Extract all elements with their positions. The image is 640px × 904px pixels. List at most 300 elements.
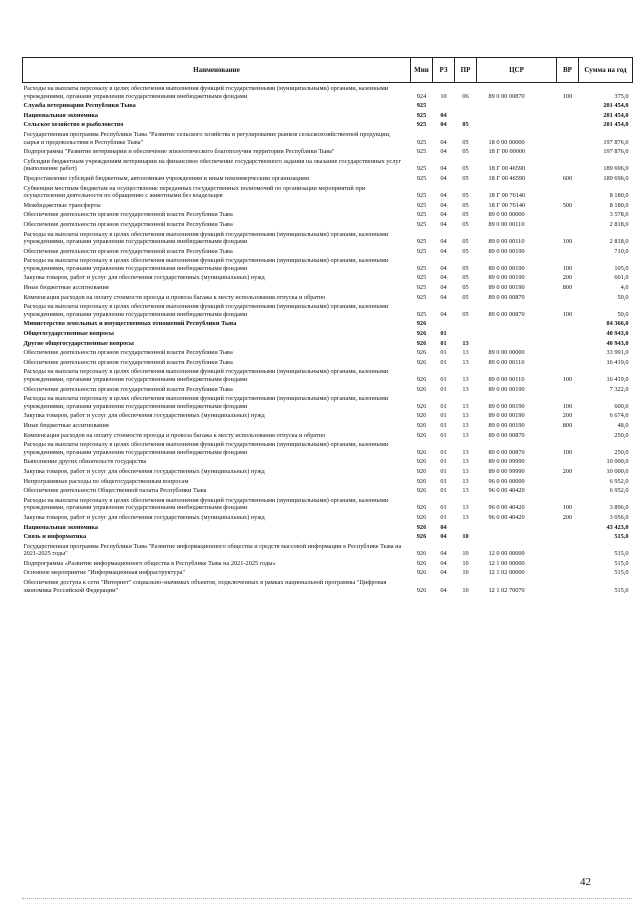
- row-vr: [557, 577, 579, 594]
- row-sum: 710,0: [614, 247, 629, 255]
- row-min: 925: [416, 165, 427, 173]
- row-sum: 601,0: [614, 274, 629, 282]
- page-number: 42: [580, 876, 591, 888]
- row-pr: 05: [462, 274, 469, 282]
- row-vr: [557, 531, 579, 541]
- row-csr: 89 0 00 99990: [488, 467, 525, 475]
- row-name: Основное мероприятие "Информационная инфраструктура": [23, 569, 185, 577]
- row-name: Расходы на выплаты персоналу в целях обеспечения выполнения функций государственными (муниципальными) органами, казенными учреждениями, органами управления государственными внебюджетными фондами: [23, 85, 389, 100]
- row-sum: 375,0: [614, 92, 629, 100]
- row-vr: [557, 209, 579, 219]
- row-csr: [477, 318, 557, 328]
- row-vr: 100: [562, 504, 573, 512]
- row-rz: 01: [440, 477, 447, 485]
- row-rz: 04: [440, 586, 447, 594]
- table-row: [23, 522, 633, 532]
- row-sum: 10 000,0: [606, 458, 629, 466]
- row-name: Обеспечение деятельности органов государственной власти Республики Тыва: [23, 358, 233, 366]
- row-name: Расходы на выплаты персоналу в целях обеспечения выполнения функций государственными (муниципальными) органами, казенными учреждениями, органами управления государственными внебюджетными фондами: [23, 303, 389, 318]
- row-rz: 04: [440, 293, 447, 301]
- row-rz: [433, 318, 455, 328]
- row-min: 925: [416, 274, 427, 282]
- row-pr: 10: [462, 559, 469, 567]
- row-min: 925: [416, 238, 427, 246]
- row-csr: 89 0 00 99990: [488, 458, 525, 466]
- row-vr: [557, 146, 579, 156]
- table-header: [23, 58, 633, 83]
- row-sum: 3 578,0: [609, 211, 629, 219]
- row-rz: 04: [440, 523, 447, 531]
- row-rz: 04: [440, 165, 447, 173]
- row-name: Компенсация расходов на оплату стоимости проезда и провоза багажа к месту использования отпуска и обратно: [23, 293, 326, 301]
- row-name: Сельское хозяйство и рыболовство: [23, 121, 124, 129]
- row-name: Обеспечение деятельности органов государственной власти Республики Тыва: [23, 349, 233, 357]
- row-vr: [557, 328, 579, 338]
- row-pr: 13: [462, 402, 469, 410]
- table-row: [23, 183, 633, 200]
- row-vr: [557, 318, 579, 328]
- row-sum: 40 943,0: [606, 339, 629, 347]
- row-vr: 100: [562, 310, 573, 318]
- row-sum: 16 419,0: [606, 358, 629, 366]
- table-row: [23, 347, 633, 357]
- row-pr: 10: [462, 586, 469, 594]
- row-csr: 89 0 00 00870: [488, 431, 525, 439]
- row-name: Межбюджетные трансферты: [23, 201, 101, 209]
- row-name: Закупка товаров, работ и услуг для обеспечения государственных (муниципальных) нужд: [23, 274, 265, 282]
- row-csr: [477, 338, 557, 348]
- row-csr: [477, 100, 557, 110]
- row-name: Министерство земельных и имущественных отношений Республики Тыва: [23, 320, 237, 328]
- table-row: [23, 146, 633, 156]
- row-min: 926: [416, 586, 427, 594]
- row-pr: 13: [462, 458, 469, 466]
- row-name: Обеспечение деятельности органов государственной власти Республики Тыва: [23, 385, 233, 393]
- table-row: [23, 246, 633, 256]
- row-rz: 04: [440, 533, 447, 541]
- row-vr: [557, 129, 579, 146]
- table-row: [23, 255, 633, 272]
- row-name: Связь и информатика: [23, 533, 87, 541]
- row-sum: 515,0: [614, 533, 629, 541]
- row-sum: 201 454,0: [603, 111, 629, 119]
- row-sum: 6 952,0: [609, 477, 629, 485]
- row-csr: 18 Г 00 76140: [488, 192, 526, 200]
- row-min: 926: [416, 569, 427, 577]
- page-edge-divider: [22, 898, 632, 899]
- row-csr: 89 0 00 00110: [488, 376, 525, 383]
- row-pr: 13: [462, 431, 469, 439]
- table-row: [23, 219, 633, 229]
- row-min: 926: [416, 477, 427, 485]
- row-rz: 01: [440, 513, 447, 521]
- row-sum: 7 322,0: [609, 385, 629, 393]
- row-pr: 05: [462, 174, 469, 182]
- row-pr: 13: [462, 487, 469, 495]
- row-sum: 515,0: [614, 550, 629, 558]
- header-csr: ЦСР: [477, 58, 557, 83]
- row-name: Расходы на выплаты персоналу в целях обеспечения выполнения функций государственными (муниципальными) органами, казенными учреждениями, органами управления государственными внебюджетными фондами: [23, 395, 389, 410]
- row-vr: 100: [562, 376, 573, 383]
- row-pr: 05: [462, 220, 469, 228]
- table-row: [23, 272, 633, 282]
- row-sum: 43 423,0: [606, 523, 629, 531]
- row-csr: 89 0 00 00190: [488, 421, 525, 429]
- row-csr: 89 0 00 00870: [488, 92, 525, 100]
- row-name: Закупка товаров, работ и услуг для обеспечения государственных (муниципальных) нужд: [23, 467, 265, 475]
- table-row: [23, 393, 633, 410]
- row-min: 925: [416, 138, 427, 146]
- row-pr: 13: [462, 421, 469, 429]
- table-row: [23, 282, 633, 292]
- row-rz: 01: [440, 358, 447, 366]
- row-vr: [557, 485, 579, 495]
- row-rz: 01: [440, 402, 447, 410]
- row-name: Подпрограмма "Развитие ветеринарии и обеспечение эпизоотического благополучия территории Республики Тыва": [23, 148, 335, 156]
- row-vr: 200: [562, 467, 573, 475]
- row-vr: [557, 100, 579, 110]
- table-row: [23, 420, 633, 430]
- row-rz: 04: [440, 264, 447, 272]
- row-pr: 13: [462, 467, 469, 475]
- row-sum: 2 818,0: [609, 220, 629, 228]
- row-csr: 89 0 00 00110: [488, 358, 525, 366]
- row-sum: 201 454,0: [603, 102, 629, 110]
- row-csr: 96 0 00 40420: [488, 487, 525, 495]
- row-csr: 89 0 00 00000: [488, 349, 525, 357]
- row-vr: [557, 110, 579, 120]
- table-row: [23, 466, 633, 476]
- row-vr: 200: [562, 412, 573, 420]
- row-vr: [557, 183, 579, 200]
- row-min: 925: [416, 293, 427, 301]
- row-name: Закупка товаров, работ и услуг для обеспечения государственных (муниципальных) нужд: [23, 513, 265, 521]
- table-row: [23, 512, 633, 522]
- row-csr: 89 0 00 00190: [488, 284, 525, 292]
- row-sum: 50,0: [617, 310, 629, 318]
- row-pr: 05: [462, 247, 469, 255]
- table-row: [23, 485, 633, 495]
- row-min: 925: [416, 102, 427, 110]
- row-name: Расходы на выплаты персоналу в целях обеспечения выполнения функций государственными (муниципальными) органами, казенными учреждениями, органами управления государственными внебюджетными фондами: [23, 257, 389, 272]
- row-name: Предоставление субсидий бюджетным, автономным учреждениям и иным некоммерческим организациям: [23, 174, 309, 182]
- row-sum: 50,0: [617, 293, 629, 301]
- table-row: [23, 430, 633, 440]
- row-rz: 04: [440, 201, 447, 209]
- table-row: [23, 531, 633, 541]
- table-row: [23, 119, 633, 129]
- row-pr: 05: [462, 192, 469, 200]
- row-name: Непрограммные расходы по общегосударственным вопросам: [23, 477, 189, 485]
- table-row: [23, 338, 633, 348]
- row-pr: 13: [462, 513, 469, 521]
- row-vr: [557, 558, 579, 568]
- row-rz: 04: [440, 247, 447, 255]
- row-pr: 13: [462, 358, 469, 366]
- row-vr: [557, 338, 579, 348]
- table-row: [23, 318, 633, 328]
- row-min: 925: [416, 111, 427, 119]
- table-row: [23, 100, 633, 110]
- row-pr: 05: [462, 238, 469, 246]
- row-pr: 05: [462, 148, 469, 156]
- row-csr: 18 Г 00 46590: [488, 165, 526, 173]
- row-name: Компенсация расходов на оплату стоимости проезда и провоза багажа к месту использования отпуска и обратно: [23, 431, 326, 439]
- row-name: Обеспечение деятельности Общественной палаты Республики Тыва: [23, 487, 207, 495]
- row-pr: [455, 100, 477, 110]
- row-sum: 515,0: [614, 569, 629, 577]
- row-pr: 05: [462, 138, 469, 146]
- row-rz: 10: [440, 92, 447, 100]
- row-csr: 18 0 00 00000: [488, 138, 525, 146]
- row-rz: 04: [440, 192, 447, 200]
- row-min: 925: [416, 264, 427, 272]
- row-vr: 100: [562, 402, 573, 410]
- row-rz: 01: [440, 467, 447, 475]
- table-row: [23, 577, 633, 594]
- row-min: 926: [416, 330, 427, 338]
- row-pr: 13: [462, 349, 469, 357]
- table-row: [23, 229, 633, 246]
- row-pr: 10: [462, 533, 469, 541]
- row-name: Выполнение других обязательств государства: [23, 458, 147, 466]
- row-min: 926: [416, 533, 427, 541]
- table-row: [23, 456, 633, 466]
- header-rz: РЗ: [433, 58, 455, 83]
- row-csr: 96 0 00 40420: [488, 513, 525, 521]
- table-row: [23, 328, 633, 338]
- row-sum: 600,0: [614, 402, 629, 410]
- row-vr: [557, 567, 579, 577]
- row-sum: 250,0: [614, 431, 629, 439]
- row-min: 926: [416, 349, 427, 357]
- row-min: 926: [416, 421, 427, 429]
- row-min: 926: [416, 376, 427, 383]
- row-rz: 01: [440, 421, 447, 429]
- row-rz: 01: [440, 431, 447, 439]
- row-pr: 10: [462, 550, 469, 558]
- table-row: [23, 292, 633, 302]
- row-rz: 01: [440, 458, 447, 466]
- row-csr: [477, 522, 557, 532]
- row-name: Другие общегосударственные вопросы: [23, 339, 134, 347]
- row-name: Субсидии бюджетным учреждениям ветеринарии на финансовое обеспечение государственного задания на оказание государственных услуг (выполнение работ): [23, 157, 402, 173]
- row-pr: [455, 318, 477, 328]
- row-min: 926: [416, 504, 427, 512]
- table-row: [23, 129, 633, 146]
- row-name: Государственная программа Республики Тыва "Развитие сельского хозяйства и регулирование рынков сельскохозяйственной продукции, сырья и продовольствия в Республике Тыва": [23, 130, 391, 146]
- row-min: 926: [416, 523, 427, 531]
- row-pr: 06: [462, 92, 469, 100]
- row-vr: [557, 246, 579, 256]
- row-pr: 13: [462, 504, 469, 512]
- row-vr: 100: [562, 238, 573, 246]
- row-csr: 89 0 00 00190: [488, 264, 525, 272]
- table-row: [23, 301, 633, 318]
- row-sum: 515,0: [614, 586, 629, 594]
- budget-table: [22, 57, 633, 594]
- row-rz: 04: [440, 310, 447, 318]
- row-sum: 201 454,0: [603, 121, 629, 129]
- row-sum: 3 056,0: [609, 513, 629, 521]
- table-row: [23, 209, 633, 219]
- row-name: Обеспечение деятельности органов государственной власти Республики Тыва: [23, 211, 233, 219]
- row-name: Расходы на выплаты персоналу в целях обеспечения выполнения функций государственными (муниципальными) органами, казенными учреждениями, органами управления государственными внебюджетными фондами: [23, 496, 389, 512]
- row-name: Служба ветеринарии Республики Тыва: [23, 102, 136, 110]
- row-min: 924: [416, 92, 427, 100]
- row-sum: 8 180,0: [609, 192, 629, 200]
- row-csr: [477, 328, 557, 338]
- row-min: 925: [416, 247, 427, 255]
- row-sum: 197 876,0: [603, 148, 629, 156]
- row-sum: 84 366,0: [606, 320, 629, 328]
- table-row: [23, 567, 633, 577]
- row-csr: 89 0 00 00870: [488, 310, 525, 318]
- row-csr: 96 0 00 00000: [488, 477, 525, 485]
- row-vr: [557, 156, 579, 173]
- row-vr: [557, 430, 579, 440]
- budget-sheet: [22, 57, 632, 594]
- row-name: Иные бюджетные ассигнования: [23, 421, 109, 429]
- row-min: 925: [416, 121, 427, 129]
- row-csr: 18 Г 00 76140: [488, 201, 526, 209]
- row-rz: 01: [440, 448, 447, 456]
- row-name: Расходы на выплаты персоналу в целях обеспечения выполнения функций государственными (муниципальными) органами, казенными учреждениями, органами управления государственными внебюджетными фондами: [23, 230, 389, 246]
- row-sum: 515,0: [614, 559, 629, 567]
- row-pr: 05: [462, 264, 469, 272]
- row-vr: 100: [562, 92, 573, 100]
- row-vr: [557, 219, 579, 229]
- row-csr: 89 0 00 00000: [488, 211, 525, 219]
- row-pr: [455, 522, 477, 532]
- row-rz: 04: [440, 559, 447, 567]
- row-name: Национальная экономика: [23, 523, 99, 531]
- row-csr: 89 0 00 00110: [488, 220, 525, 228]
- row-pr: 13: [462, 385, 469, 393]
- row-name: Государственная программа Республики Тыва "Развитие информационного общества и средств массовой информации в Республике Тыва на 2021-2025 годы": [23, 542, 402, 558]
- row-min: 926: [416, 402, 427, 410]
- row-rz: 04: [440, 111, 447, 119]
- table-row: [23, 476, 633, 486]
- row-csr: 96 0 00 40420: [488, 504, 525, 512]
- row-rz: [433, 100, 455, 110]
- row-name: Субвенции местным бюджетам на осуществление переданных государственных полномочий по организации мероприятий при осуществлении деятельности по обращению с животными без владельцев: [23, 184, 366, 200]
- row-vr: 800: [562, 284, 573, 292]
- row-min: 926: [416, 487, 427, 495]
- row-csr: [477, 110, 557, 120]
- row-min: 925: [416, 192, 427, 200]
- row-rz: 01: [440, 412, 447, 420]
- row-csr: 89 0 00 00870: [488, 448, 525, 456]
- row-min: 926: [416, 431, 427, 439]
- row-sum: 3 896,0: [609, 504, 629, 512]
- row-name: Обеспечение деятельности органов государственной власти Республики Тыва: [23, 220, 233, 228]
- row-rz: 04: [440, 274, 447, 282]
- row-vr: 600: [562, 174, 573, 182]
- table-row: [23, 83, 633, 101]
- row-sum: 40 943,0: [606, 330, 629, 338]
- table-row: [23, 384, 633, 394]
- row-min: 925: [416, 284, 427, 292]
- header-sum: Сумма на год: [579, 58, 633, 83]
- row-min: 926: [416, 513, 427, 521]
- row-min: 926: [416, 467, 427, 475]
- row-csr: 18 Г 00 46590: [488, 174, 526, 182]
- row-pr: 05: [462, 211, 469, 219]
- row-sum: 10 000,0: [606, 467, 629, 475]
- row-pr: 13: [462, 477, 469, 485]
- row-pr: 05: [462, 284, 469, 292]
- row-pr: 05: [462, 165, 469, 173]
- row-rz: 01: [440, 376, 447, 383]
- row-csr: 12 1 00 00000: [488, 559, 525, 567]
- row-rz: 04: [440, 211, 447, 219]
- row-csr: 18 Г 00 00000: [488, 148, 526, 156]
- row-rz: 04: [440, 284, 447, 292]
- row-vr: [557, 541, 579, 558]
- row-pr: 13: [462, 448, 469, 456]
- row-csr: 89 0 00 00190: [488, 402, 525, 410]
- row-pr: 05: [462, 293, 469, 301]
- table-row: [23, 110, 633, 120]
- row-sum: 2 818,0: [609, 238, 629, 246]
- row-name: Общегосударственные вопросы: [23, 330, 114, 338]
- row-name: Иные бюджетные ассигнования: [23, 284, 109, 292]
- row-vr: [557, 347, 579, 357]
- row-pr: 13: [462, 339, 469, 347]
- row-rz: 04: [440, 121, 447, 129]
- row-sum: 250,0: [614, 448, 629, 456]
- row-csr: 89 0 00 00190: [488, 385, 525, 393]
- row-rz: 01: [440, 385, 447, 393]
- row-rz: 04: [440, 550, 447, 558]
- row-csr: 89 0 00 00190: [488, 274, 525, 282]
- table-row: [23, 495, 633, 512]
- header-pr: ПР: [455, 58, 477, 83]
- row-min: 926: [416, 448, 427, 456]
- row-pr: [455, 328, 477, 338]
- row-csr: 12 1 02 70070: [488, 586, 525, 594]
- table-row: [23, 366, 633, 383]
- row-csr: 89 0 00 00110: [488, 238, 525, 246]
- row-min: 926: [416, 339, 427, 347]
- row-pr: 05: [462, 121, 469, 129]
- row-name: Расходы на выплаты персоналу в целях обеспечения выполнения функций государственными (муниципальными) органами, казенными учреждениями, органами управления государственными внебюджетными фондами: [23, 368, 389, 383]
- row-rz: 04: [440, 148, 447, 156]
- row-min: 926: [416, 358, 427, 366]
- row-vr: 800: [562, 421, 573, 429]
- row-vr: 100: [562, 448, 573, 456]
- row-csr: 89 0 00 00870: [488, 293, 525, 301]
- row-min: 925: [416, 148, 427, 156]
- row-pr: 13: [462, 376, 469, 383]
- row-vr: [557, 456, 579, 466]
- row-sum: 33 991,0: [606, 349, 629, 357]
- row-vr: [557, 119, 579, 129]
- row-min: 926: [416, 458, 427, 466]
- row-sum: 16 419,0: [606, 376, 629, 383]
- table-row: [23, 410, 633, 420]
- table-row: [23, 439, 633, 456]
- row-csr: 12 1 02 00000: [488, 569, 525, 577]
- row-min: 925: [416, 174, 427, 182]
- row-name: Национальная экономика: [23, 111, 99, 119]
- row-rz: 04: [440, 238, 447, 246]
- table-row: [23, 156, 633, 173]
- row-vr: [557, 292, 579, 302]
- header-vr: ВР: [557, 58, 579, 83]
- row-rz: 04: [440, 174, 447, 182]
